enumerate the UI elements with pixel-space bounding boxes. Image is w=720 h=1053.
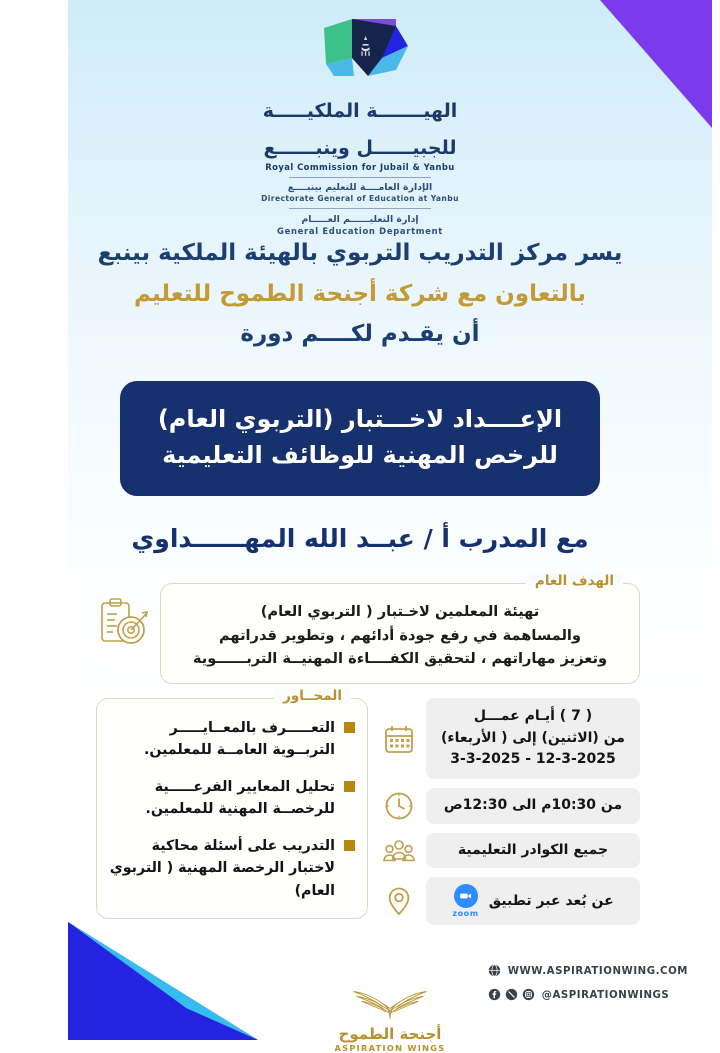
clock-icon [382, 789, 416, 823]
brand-name-ar: أجنحة الطموح [338, 1024, 442, 1043]
goal-line-2: والمساهمة في رفع جودة أدائهم ، وتطوير قدراتهم [218, 626, 582, 644]
info-row-time [382, 788, 640, 824]
unit-name-ar: إدارة التعليــــــم العـــــام [301, 214, 419, 226]
topic-item [109, 717, 355, 762]
website-url: WWW.ASPIRATIONWING.COM [507, 966, 688, 977]
clipboard-target-icon [96, 597, 150, 655]
right-page-margin [712, 0, 720, 1040]
globe-icon [488, 962, 501, 981]
topic-text: التعـــــرف بالمعــايـــــر التربــوية العامــة للمعلمين. [143, 720, 335, 759]
info-row-audience [382, 833, 640, 869]
general-objective-label: الهدف العام [526, 573, 623, 589]
contact-block [488, 962, 688, 1010]
course-info-column [382, 698, 640, 925]
org-name-ar-line2: للجبيــــــل وينبــــــع [263, 137, 457, 160]
topic-text: تحليل المعايير الفرعـــــية للرخصــة المهنية للمعلمين. [145, 778, 335, 818]
instagram-icon[interactable] [522, 986, 535, 1005]
left-page-margin [0, 0, 68, 1040]
intro-line-1: يسر مركز التدريب التربوي بالهيئة الملكية بينبع [97, 240, 623, 266]
org-name-ar-line1: الهيـــــــة الملكيـــــة [262, 100, 458, 122]
department-name-ar: الإدارة العامــــة للتعليم بينبــــع [287, 182, 433, 194]
topic-item [109, 776, 355, 821]
dates-line-2: من (الاثنين) إلى ( الأربعاء) [441, 729, 625, 746]
facebook-icon[interactable] [488, 986, 501, 1005]
unit-name-en: General Education Department [277, 226, 443, 237]
department-name-en: Directorate General of Education at Yanbu [261, 194, 459, 204]
social-icons-group [488, 986, 535, 1005]
topic-item [109, 835, 355, 902]
people-group-icon [382, 834, 416, 868]
intro-line-3: أن يقـدم لكــــم دورة [240, 321, 480, 347]
audience-pill [426, 833, 640, 869]
organization-logo-block [0, 14, 720, 236]
twitter-icon[interactable] [505, 986, 518, 1005]
zoom-app-badge [452, 884, 478, 918]
dates-line-1: ( 7 ) أيـام عمـــل [473, 708, 593, 724]
course-title-line-1: الإعــــداد لاخـــتبار (التربوي العام) [157, 405, 563, 433]
trainer-name: مع المدرب أ / عبــد الله المهــــــداوي [131, 524, 589, 553]
bullet-square-icon [344, 722, 355, 733]
details-section [96, 688, 640, 925]
topics-card [96, 688, 368, 919]
location-pill [426, 877, 640, 925]
aspiration-wings-brand [315, 984, 465, 1053]
logo-divider-1 [289, 177, 431, 178]
intro-line-2: بالتعاون مع شركة أجنحة الطموح للتعليم [133, 280, 586, 307]
general-objective-card [160, 573, 640, 684]
dates-pill [426, 698, 640, 779]
topic-text: التدريب على أسئلة محاكية لاختبار الرخصة المهنية ( التربوي العام) [109, 837, 335, 899]
calendar-icon [382, 722, 416, 756]
royal-commission-emblem [304, 14, 416, 86]
audience-text: جميع الكوادر التعليمية [457, 841, 609, 858]
goal-line-3: وتعزيز مهاراتهم ، لتحقيق الكفــــاءة المهنيــة التربــــــوية [192, 650, 608, 668]
topics-column [96, 688, 368, 919]
goal-line-1: تهيئة المعلمين لاخـتبار ( التربوي العام) [260, 603, 540, 620]
general-objective-section [96, 573, 640, 684]
course-title-line-2: للرخص المهنية للوظائف التعليمية [162, 441, 558, 470]
aspiration-wings-logo [329, 984, 451, 1020]
info-row-dates [382, 698, 640, 779]
time-text: من 10:30م الى 12:30ص [443, 797, 623, 814]
bullet-square-icon [344, 840, 355, 851]
dates-line-3: 3-3-2025 - 12-3-2025 [450, 751, 616, 768]
time-pill [426, 788, 640, 824]
location-text: عن بُعد عبر تطبيق [488, 892, 614, 909]
intro-block [78, 236, 642, 352]
website-row[interactable] [488, 962, 688, 981]
info-row-location [382, 877, 640, 925]
course-title-box [120, 381, 600, 496]
social-handle: @ASPIRATIONWINGS [541, 990, 670, 1001]
logo-divider-2 [289, 208, 431, 209]
location-pin-icon [382, 884, 416, 918]
social-row[interactable] [488, 986, 688, 1005]
org-name-en: Royal Commission for Jubail & Yanbu [265, 162, 455, 173]
topics-label: المحــاور [274, 688, 351, 704]
bullet-square-icon [344, 781, 355, 792]
zoom-camera-icon [454, 884, 478, 908]
brand-name-en: ASPIRATION WINGS [334, 1042, 446, 1053]
zoom-label: zoom [452, 909, 479, 919]
